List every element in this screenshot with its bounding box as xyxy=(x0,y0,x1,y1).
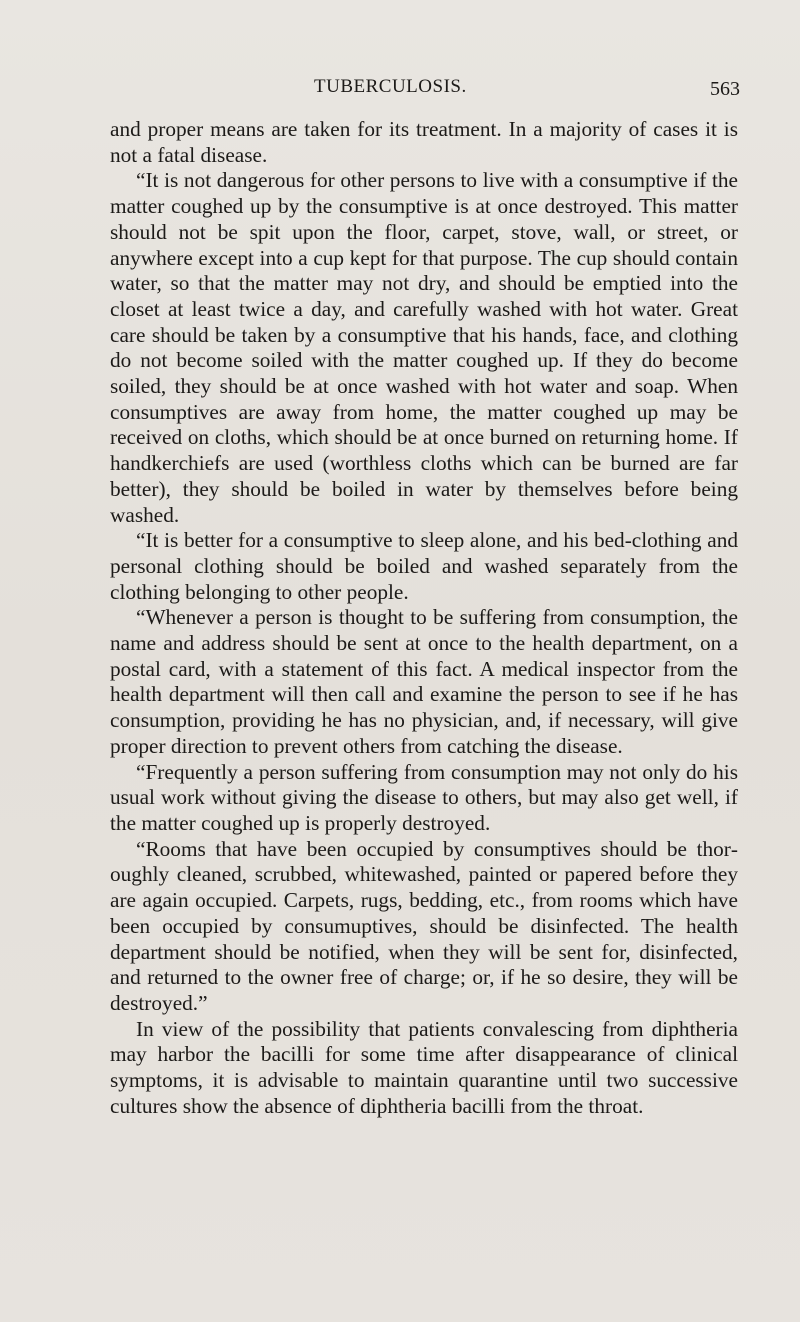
paragraph-reporting: “Whenever a person is thought to be suffering from consumption, the name and address should be sent at once to the health department, on a postal card, with a statement of this fact. A medical inspector from the health department will then call and examine the person to see if he has consumption, providing he has no physician, and, if necessary, will give proper direction to prevent others from catching the disease. xyxy=(110,605,738,758)
paragraph-rooms-cleaning: “Rooms that have been occupied by consumptives should be thoroughly cleaned, scrubbed, whitewashed, painted or papered before they are again occupied. Carpets, rugs, bedding, etc., from rooms which have been occupied by consumuptives, should be disinfected. The health department should be notified, when they will be sent for, disinfected, and returned to the owner free of charge; or, if he so desire, they will be destroyed.” xyxy=(110,836,738,1015)
paragraph-sleep-alone: “It is better for a consumptive to sleep alone, and his bed-clothing and personal clothing should be boiled and washed separately from the clothing belonging to other people. xyxy=(110,528,738,604)
running-head xyxy=(0,76,800,104)
running-title: TUBERCULOSIS. xyxy=(314,76,467,97)
paragraph-continuation: and proper means are taken for its treatment. In a majority of cases it is not a fatal disease. xyxy=(110,117,738,167)
paragraph-diphtheria: In view of the possibility that patients convalescing from diphtheria may harbor the bacilli for some time after disappearance of clinical symptoms, it is advisable to maintain quarantine until two successive cultures show the absence of diphtheria bacilli from the throat. xyxy=(110,1016,738,1118)
page-number: 563 xyxy=(710,78,740,100)
body-text xyxy=(110,117,738,1119)
paragraph-cup-instructions: “It is not dangerous for other persons to live with a consumptive if the matter coughed up by the consumptive is at once destroyed. This matter should not be spit upon the floor, carpet, stove, wall, or street, or anywhere except into a cup kept for that purpose. The cup should contain water, so that the matter may not dry, and should be emptied into the closet at least twice a day, and carefully washed with hot water. Great care should be taken by a consumptive that his hands, face, and clothing do not become soiled with the matter coughed up. If they do become soiled, they should be at once washed with hot water and soap. When consumptives are away from home, the matter coughed up may be received on cloths, which should be at once burned on returning home. If handkerchiefs are used (worthless cloths which can be burned are far better), they should be boiled in water by themselves before being washed. xyxy=(110,168,738,527)
paragraph-usual-work: “Frequently a person suffering from consumption may not only do his usual work without giving the disease to others, but may also get well, if the matter coughed up is properly destroyed. xyxy=(110,759,738,835)
